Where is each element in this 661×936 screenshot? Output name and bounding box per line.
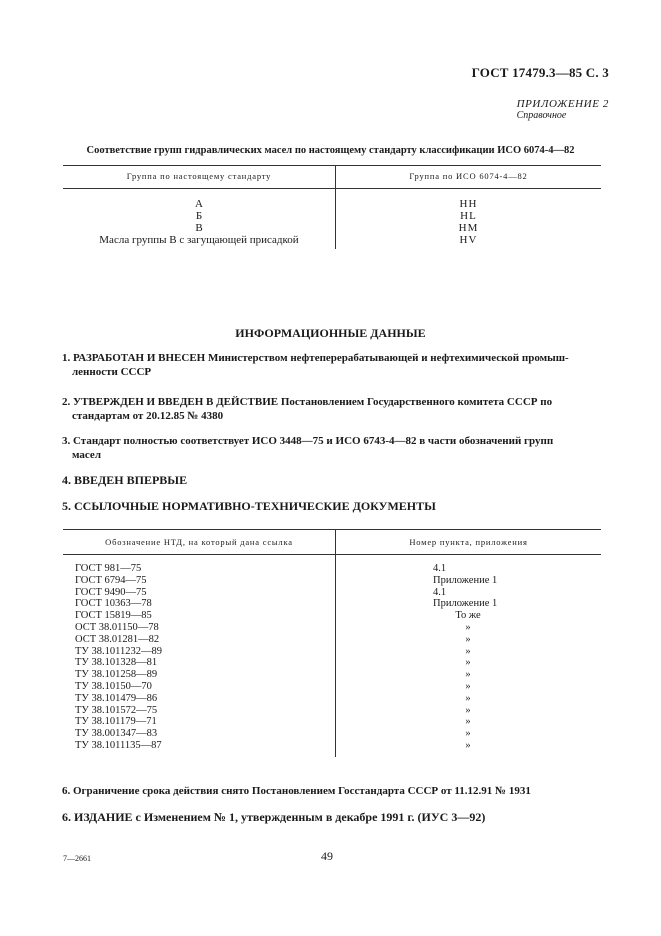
page-number: 49 [321, 849, 333, 863]
table2-ref-item: 4.1 [433, 563, 447, 574]
info-item-2-line-1: 2. УТВЕРЖДЕН И ВВЕДЕН В ДЕЙСТВИЕ Постановлением Государственного комитета СССР по [62, 396, 553, 408]
appendix-type: Справочное [516, 110, 567, 121]
table2-doc-designation: ОСТ 38.01281—82 [75, 633, 160, 645]
info-item-1-line-2: ленности СССР [72, 366, 152, 378]
table2-doc-designation: ГОСТ 981—75 [75, 563, 142, 574]
table2-ref-item: » [465, 728, 471, 740]
note-item-6a: 6. Ограничение срока действия снято Постановлением Госстандарта СССР от 11.12.91 № 1931 [62, 785, 531, 797]
table2-doc-designation: ТУ 38.101479—86 [75, 692, 158, 704]
document-code: ГОСТ 17479.3—85 С. 3 [471, 65, 609, 80]
table2-col1-header: Обозначение НТД, на который дана ссылка [105, 537, 293, 547]
table2-doc-designation: ТУ 38.101572—75 [75, 704, 158, 716]
table2-ref-item: » [465, 622, 471, 633]
table2-ref-item: » [465, 657, 471, 669]
table1-col1-header: Группа по настоящему стандарту [126, 171, 272, 181]
table2-doc-designation: ТУ 38.10150—70 [75, 681, 152, 692]
info-item-1 [62, 351, 602, 379]
table2-doc-designation: ТУ 38.1011232—89 [75, 645, 162, 657]
info-item-2-line-2: стандартам от 20.12.85 № 4380 [72, 410, 224, 422]
table2-column-divider [335, 529, 336, 757]
table2-doc-designation: ТУ 38.101258—89 [75, 669, 158, 681]
print-code: 7—2661 [63, 854, 91, 863]
table2-col2-header: Номер пункта, приложения [409, 537, 528, 547]
table2-ref-item: То же [455, 610, 481, 622]
note-item-6b: 6. ИЗДАНИЕ с Изменением № 1, утвержденным в декабре 1991 г. (ИУС 3—92) [62, 810, 486, 824]
table2-doc-designation: ТУ 38.001347—83 [75, 728, 158, 740]
table1-header-rule [63, 188, 601, 189]
table1-iso-group: HL [460, 210, 477, 222]
info-item-3-line-1: 3. Стандарт полностью соответствует ИСО 3448—75 и ИСО 6743-4—82 в части обозначений групп [62, 435, 554, 447]
info-section-title: ИНФОРМАЦИОННЫЕ ДАННЫЕ [235, 326, 426, 340]
info-item-2 [62, 395, 602, 423]
appendix-number: ПРИЛОЖЕНИЕ 2 [516, 98, 609, 110]
table1-std-group: Масла группы В с загущающей присадкой [99, 234, 299, 246]
info-item-1-line-1: 1. РАЗРАБОТАН И ВНЕСЕН Министерством нефтеперерабатывающей и нефтехимической промыш- [62, 352, 569, 364]
table1-col2-header: Группа по ИСО 6074-4—82 [409, 171, 528, 181]
appendix-label [517, 98, 609, 121]
table2-ref-item: Приложение 1 [433, 574, 498, 586]
table1-iso-group: HM [458, 222, 479, 234]
table2-header-rule [63, 554, 601, 555]
table2-top-rule [63, 529, 601, 530]
table2-doc-designation: ТУ 38.101179—71 [75, 716, 157, 728]
table2-doc-designation: ГОСТ 9490—75 [75, 586, 147, 598]
table1-iso-group: HV [459, 234, 478, 246]
table2-ref-item: 4.1 [433, 586, 447, 598]
table2-ref-item: » [465, 692, 471, 704]
table1-std-group: В [195, 222, 203, 234]
table2-ref-item: » [465, 681, 471, 692]
info-item-4: 4. ВВЕДЕН ВПЕРВЫЕ [62, 473, 188, 487]
table2-doc-designation: ГОСТ 15819—85 [75, 610, 152, 622]
table2-doc-designation: ГОСТ 10363—78 [75, 598, 152, 610]
table1-title: Соответствие групп гидравлических масел по настоящему стандарту классификации ИСО 6074-4—82 [86, 145, 575, 156]
table2-doc-designation: ТУ 38.101328—81 [75, 657, 158, 669]
table1-top-rule [63, 165, 601, 166]
table1-iso-group: HH [459, 198, 478, 210]
table2-ref-item: Приложение 1 [433, 598, 498, 610]
table2-ref-item: » [465, 645, 471, 657]
table2-ref-item: » [465, 740, 471, 751]
table2-ref-item: » [465, 716, 471, 728]
table2-ref-item: » [465, 669, 471, 681]
info-item-3-line-2: масел [72, 449, 101, 461]
table1-std-group: А [195, 198, 203, 210]
table2-doc-designation: ОСТ 38.01150—78 [75, 622, 159, 633]
info-item-3 [62, 434, 602, 462]
table2-doc-designation: ТУ 38.1011135—87 [75, 740, 162, 751]
table2-ref-item: » [465, 704, 471, 716]
table2-ref-item: » [465, 633, 471, 645]
table2-doc-designation: ГОСТ 6794—75 [75, 574, 147, 586]
info-item-5: 5. ССЫЛОЧНЫЕ НОРМАТИВНО-ТЕХНИЧЕСКИЕ ДОКУМЕНТЫ [62, 499, 436, 513]
table1-std-group: Б [195, 210, 203, 222]
